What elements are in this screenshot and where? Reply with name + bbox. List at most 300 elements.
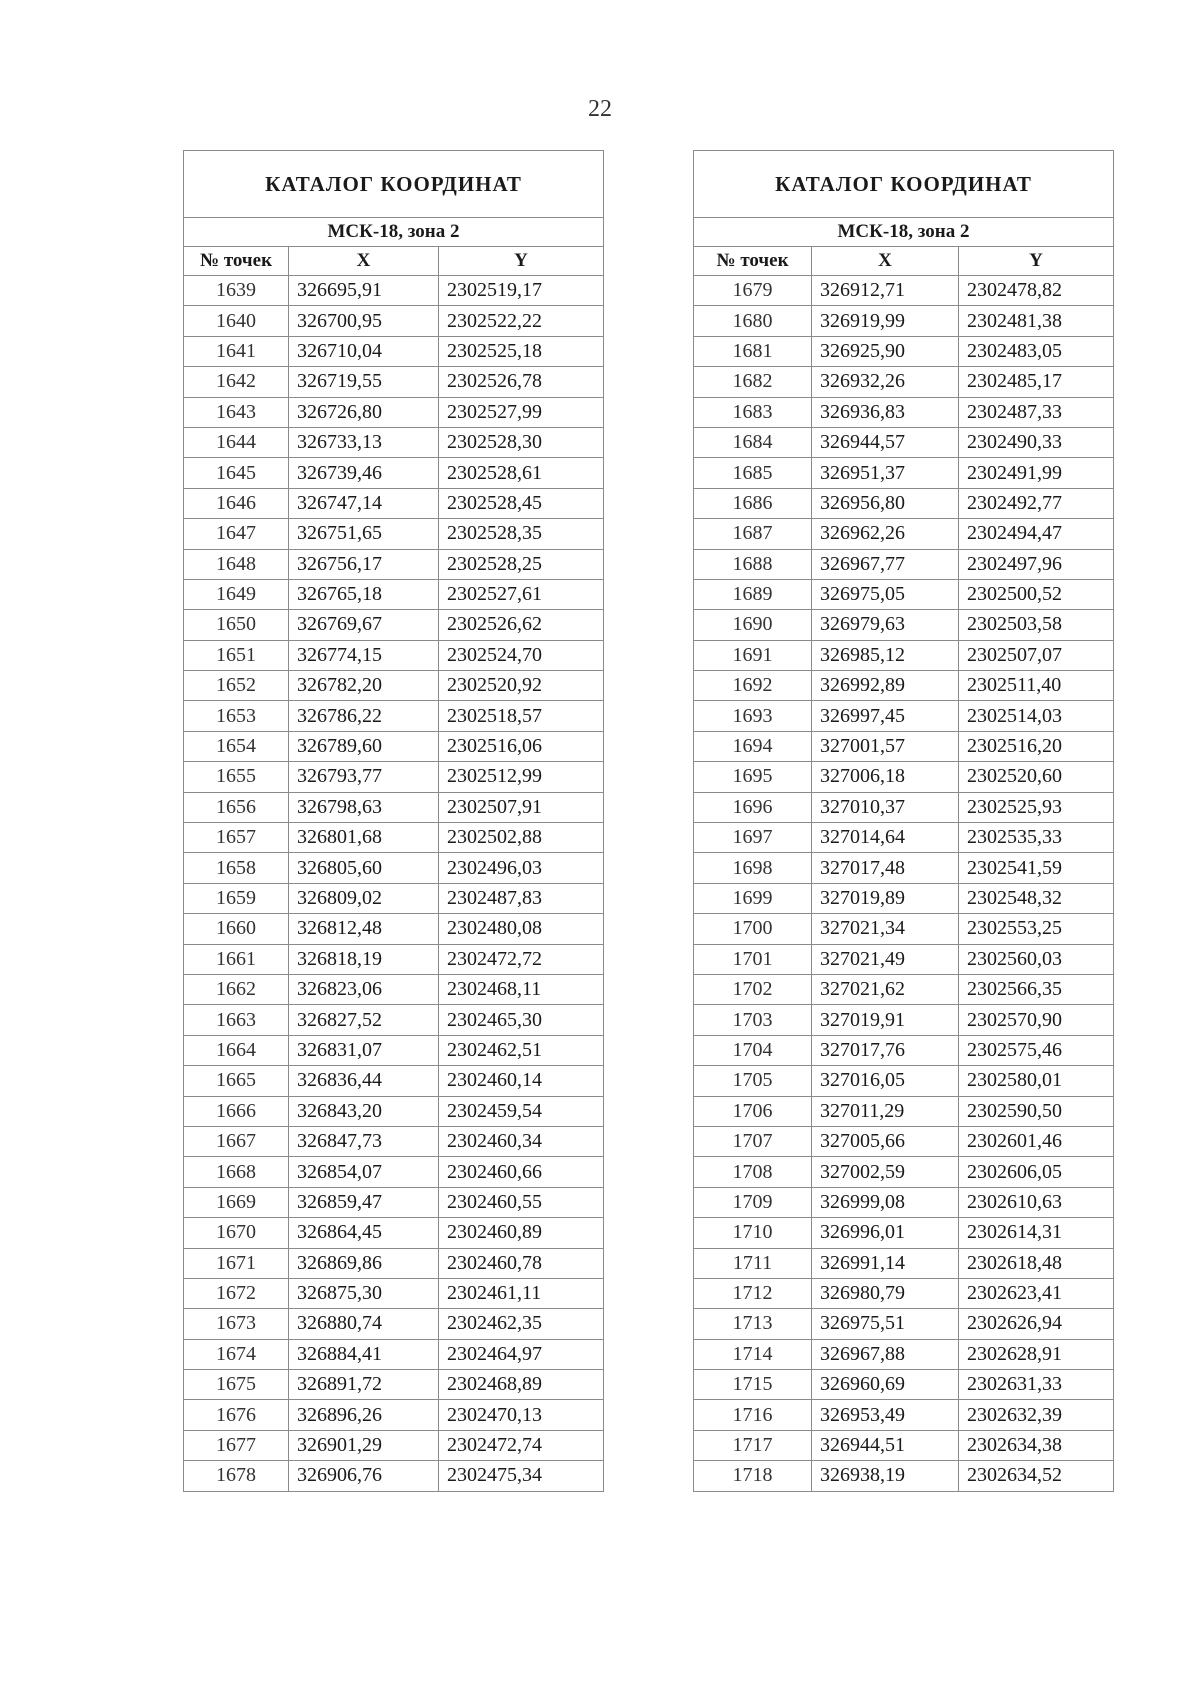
y-coordinate-cell: 2302460,78 xyxy=(439,1248,604,1278)
table-row xyxy=(184,883,604,913)
point-number-cell: 1643 xyxy=(184,397,289,427)
y-coordinate-cell: 2302528,30 xyxy=(439,427,604,457)
y-coordinate-cell: 2302566,35 xyxy=(959,974,1114,1004)
x-coordinate-cell: 326936,83 xyxy=(812,397,959,427)
table-row xyxy=(694,458,1114,488)
y-coordinate-cell: 2302526,78 xyxy=(439,367,604,397)
y-coordinate-cell: 2302525,18 xyxy=(439,336,604,366)
x-coordinate-cell: 326944,51 xyxy=(812,1430,959,1460)
table-row xyxy=(184,671,604,701)
y-coordinate-cell: 2302462,51 xyxy=(439,1035,604,1065)
y-coordinate-cell: 2302460,66 xyxy=(439,1157,604,1187)
x-coordinate-cell: 326884,41 xyxy=(289,1339,439,1369)
x-coordinate-cell: 326996,01 xyxy=(812,1218,959,1248)
x-coordinate-cell: 326836,44 xyxy=(289,1066,439,1096)
table-row xyxy=(184,1157,604,1187)
table-row xyxy=(184,1218,604,1248)
point-number-cell: 1672 xyxy=(184,1278,289,1308)
y-coordinate-cell: 2302475,34 xyxy=(439,1461,604,1491)
x-coordinate-cell: 326880,74 xyxy=(289,1309,439,1339)
y-coordinate-cell: 2302626,94 xyxy=(959,1309,1114,1339)
point-number-cell: 1680 xyxy=(694,306,812,336)
table-row xyxy=(184,1400,604,1430)
x-coordinate-cell: 326985,12 xyxy=(812,640,959,670)
y-coordinate-cell: 2302580,01 xyxy=(959,1066,1114,1096)
y-coordinate-cell: 2302460,89 xyxy=(439,1218,604,1248)
y-coordinate-cell: 2302623,41 xyxy=(959,1278,1114,1308)
y-coordinate-cell: 2302500,52 xyxy=(959,579,1114,609)
x-coordinate-cell: 326805,60 xyxy=(289,853,439,883)
x-coordinate-cell: 326831,07 xyxy=(289,1035,439,1065)
column-header-y: Y xyxy=(959,247,1114,276)
y-coordinate-cell: 2302514,03 xyxy=(959,701,1114,731)
y-coordinate-cell: 2302468,89 xyxy=(439,1370,604,1400)
point-number-cell: 1712 xyxy=(694,1278,812,1308)
point-number-cell: 1687 xyxy=(694,519,812,549)
table-row xyxy=(184,1066,604,1096)
x-coordinate-cell: 326951,37 xyxy=(812,458,959,488)
table-row xyxy=(694,1248,1114,1278)
y-coordinate-cell: 2302487,83 xyxy=(439,883,604,913)
y-coordinate-cell: 2302524,70 xyxy=(439,640,604,670)
x-coordinate-cell: 326944,57 xyxy=(812,427,959,457)
point-number-cell: 1644 xyxy=(184,427,289,457)
x-coordinate-cell: 326869,86 xyxy=(289,1248,439,1278)
point-number-cell: 1702 xyxy=(694,974,812,1004)
table-row xyxy=(184,1370,604,1400)
y-coordinate-cell: 2302628,91 xyxy=(959,1339,1114,1369)
x-coordinate-cell: 326700,95 xyxy=(289,306,439,336)
y-coordinate-cell: 2302525,93 xyxy=(959,792,1114,822)
table-body xyxy=(184,276,604,1492)
x-coordinate-cell: 326901,29 xyxy=(289,1430,439,1460)
point-number-cell: 1693 xyxy=(694,701,812,731)
x-coordinate-cell: 326967,77 xyxy=(812,549,959,579)
table-row xyxy=(184,701,604,731)
point-number-cell: 1684 xyxy=(694,427,812,457)
point-number-cell: 1692 xyxy=(694,671,812,701)
point-number-cell: 1709 xyxy=(694,1187,812,1217)
point-number-cell: 1701 xyxy=(694,944,812,974)
y-coordinate-cell: 2302502,88 xyxy=(439,823,604,853)
x-coordinate-cell: 326786,22 xyxy=(289,701,439,731)
point-number-cell: 1716 xyxy=(694,1400,812,1430)
point-number-cell: 1639 xyxy=(184,276,289,306)
x-coordinate-cell: 326793,77 xyxy=(289,762,439,792)
table-row xyxy=(184,762,604,792)
y-coordinate-cell: 2302610,63 xyxy=(959,1187,1114,1217)
y-coordinate-cell: 2302507,91 xyxy=(439,792,604,822)
table-row xyxy=(184,974,604,1004)
table-row xyxy=(694,276,1114,306)
y-coordinate-cell: 2302491,99 xyxy=(959,458,1114,488)
table-row xyxy=(694,367,1114,397)
y-coordinate-cell: 2302464,97 xyxy=(439,1339,604,1369)
table-row xyxy=(184,610,604,640)
x-coordinate-cell: 326774,15 xyxy=(289,640,439,670)
point-number-cell: 1642 xyxy=(184,367,289,397)
y-coordinate-cell: 2302459,54 xyxy=(439,1096,604,1126)
y-coordinate-cell: 2302478,82 xyxy=(959,276,1114,306)
point-number-cell: 1710 xyxy=(694,1218,812,1248)
point-number-cell: 1686 xyxy=(694,488,812,518)
point-number-cell: 1651 xyxy=(184,640,289,670)
table-row xyxy=(184,1430,604,1460)
x-coordinate-cell: 326756,17 xyxy=(289,549,439,579)
point-number-cell: 1664 xyxy=(184,1035,289,1065)
x-coordinate-cell: 326789,60 xyxy=(289,731,439,761)
x-coordinate-cell: 326975,51 xyxy=(812,1309,959,1339)
point-number-cell: 1677 xyxy=(184,1430,289,1460)
x-coordinate-cell: 326960,69 xyxy=(812,1370,959,1400)
point-number-cell: 1681 xyxy=(694,336,812,366)
point-number-cell: 1666 xyxy=(184,1096,289,1126)
point-number-cell: 1645 xyxy=(184,458,289,488)
table-row xyxy=(694,306,1114,336)
y-coordinate-cell: 2302507,07 xyxy=(959,640,1114,670)
point-number-cell: 1697 xyxy=(694,823,812,853)
x-coordinate-cell: 326906,76 xyxy=(289,1461,439,1491)
x-coordinate-cell: 327021,49 xyxy=(812,944,959,974)
table-row xyxy=(184,1126,604,1156)
y-coordinate-cell: 2302485,17 xyxy=(959,367,1114,397)
table-row xyxy=(184,519,604,549)
table-row xyxy=(184,1005,604,1035)
table-row xyxy=(694,883,1114,913)
point-number-cell: 1678 xyxy=(184,1461,289,1491)
table-row xyxy=(184,1461,604,1491)
x-coordinate-cell: 326891,72 xyxy=(289,1370,439,1400)
x-coordinate-cell: 327002,59 xyxy=(812,1157,959,1187)
point-number-cell: 1668 xyxy=(184,1157,289,1187)
table-row xyxy=(184,397,604,427)
x-coordinate-cell: 326801,68 xyxy=(289,823,439,853)
point-number-cell: 1656 xyxy=(184,792,289,822)
x-coordinate-cell: 326859,47 xyxy=(289,1187,439,1217)
y-coordinate-cell: 2302490,33 xyxy=(959,427,1114,457)
column-header-y: Y xyxy=(439,247,604,276)
y-coordinate-cell: 2302487,33 xyxy=(959,397,1114,427)
table-row xyxy=(694,549,1114,579)
point-number-cell: 1694 xyxy=(694,731,812,761)
y-coordinate-cell: 2302601,46 xyxy=(959,1126,1114,1156)
table-row xyxy=(694,1126,1114,1156)
coordinate-catalog-table xyxy=(693,150,1114,1492)
table-row xyxy=(694,974,1114,1004)
y-coordinate-cell: 2302606,05 xyxy=(959,1157,1114,1187)
x-coordinate-cell: 326864,45 xyxy=(289,1218,439,1248)
table-row xyxy=(694,1066,1114,1096)
x-coordinate-cell: 326719,55 xyxy=(289,367,439,397)
point-number-cell: 1708 xyxy=(694,1157,812,1187)
table-row xyxy=(694,944,1114,974)
y-coordinate-cell: 2302465,30 xyxy=(439,1005,604,1035)
point-number-cell: 1641 xyxy=(184,336,289,366)
table-row xyxy=(184,306,604,336)
x-coordinate-cell: 326980,79 xyxy=(812,1278,959,1308)
x-coordinate-cell: 326818,19 xyxy=(289,944,439,974)
point-number-cell: 1689 xyxy=(694,579,812,609)
x-coordinate-cell: 326769,67 xyxy=(289,610,439,640)
point-number-cell: 1652 xyxy=(184,671,289,701)
x-coordinate-cell: 326925,90 xyxy=(812,336,959,366)
y-coordinate-cell: 2302520,92 xyxy=(439,671,604,701)
table-row xyxy=(694,1400,1114,1430)
point-number-cell: 1705 xyxy=(694,1066,812,1096)
point-number-cell: 1675 xyxy=(184,1370,289,1400)
point-number-cell: 1659 xyxy=(184,883,289,913)
y-coordinate-cell: 2302512,99 xyxy=(439,762,604,792)
column-header-point: № точек xyxy=(694,247,812,276)
y-coordinate-cell: 2302535,33 xyxy=(959,823,1114,853)
point-number-cell: 1691 xyxy=(694,640,812,670)
point-number-cell: 1648 xyxy=(184,549,289,579)
y-coordinate-cell: 2302541,59 xyxy=(959,853,1114,883)
y-coordinate-cell: 2302528,45 xyxy=(439,488,604,518)
column-header-x: X xyxy=(812,247,959,276)
table-row xyxy=(694,1278,1114,1308)
point-number-cell: 1698 xyxy=(694,853,812,883)
x-coordinate-cell: 327011,29 xyxy=(812,1096,959,1126)
x-coordinate-cell: 326812,48 xyxy=(289,914,439,944)
table-row xyxy=(694,1035,1114,1065)
point-number-cell: 1696 xyxy=(694,792,812,822)
point-number-cell: 1654 xyxy=(184,731,289,761)
y-coordinate-cell: 2302528,25 xyxy=(439,549,604,579)
x-coordinate-cell: 326956,80 xyxy=(812,488,959,518)
point-number-cell: 1699 xyxy=(694,883,812,913)
x-coordinate-cell: 327017,48 xyxy=(812,853,959,883)
table-title: КАТАЛОГ КООРДИНАТ xyxy=(694,151,1114,218)
y-coordinate-cell: 2302519,17 xyxy=(439,276,604,306)
x-coordinate-cell: 326875,30 xyxy=(289,1278,439,1308)
x-coordinate-cell: 326991,14 xyxy=(812,1248,959,1278)
table-row xyxy=(184,488,604,518)
table-row xyxy=(694,1096,1114,1126)
table-row xyxy=(694,610,1114,640)
x-coordinate-cell: 326798,63 xyxy=(289,792,439,822)
coordinate-catalog-table xyxy=(183,150,604,1492)
x-coordinate-cell: 326827,52 xyxy=(289,1005,439,1035)
y-coordinate-cell: 2302553,25 xyxy=(959,914,1114,944)
table-row xyxy=(184,731,604,761)
point-number-cell: 1704 xyxy=(694,1035,812,1065)
x-coordinate-cell: 327010,37 xyxy=(812,792,959,822)
table-row xyxy=(694,1218,1114,1248)
y-coordinate-cell: 2302570,90 xyxy=(959,1005,1114,1035)
table-row xyxy=(694,701,1114,731)
y-coordinate-cell: 2302560,03 xyxy=(959,944,1114,974)
y-coordinate-cell: 2302518,57 xyxy=(439,701,604,731)
x-coordinate-cell: 326938,19 xyxy=(812,1461,959,1491)
x-coordinate-cell: 326751,65 xyxy=(289,519,439,549)
point-number-cell: 1685 xyxy=(694,458,812,488)
table-row xyxy=(694,853,1114,883)
point-number-cell: 1669 xyxy=(184,1187,289,1217)
table-subtitle: МСК-18, зона 2 xyxy=(694,218,1114,247)
y-coordinate-cell: 2302483,05 xyxy=(959,336,1114,366)
table-row xyxy=(184,1278,604,1308)
table-row xyxy=(184,1187,604,1217)
x-coordinate-cell: 326979,63 xyxy=(812,610,959,640)
point-number-cell: 1647 xyxy=(184,519,289,549)
y-coordinate-cell: 2302634,52 xyxy=(959,1461,1114,1491)
table-subtitle: МСК-18, зона 2 xyxy=(184,218,604,247)
y-coordinate-cell: 2302631,33 xyxy=(959,1370,1114,1400)
x-coordinate-cell: 327001,57 xyxy=(812,731,959,761)
point-number-cell: 1661 xyxy=(184,944,289,974)
table-row xyxy=(184,1309,604,1339)
point-number-cell: 1695 xyxy=(694,762,812,792)
point-number-cell: 1703 xyxy=(694,1005,812,1035)
x-coordinate-cell: 327019,89 xyxy=(812,883,959,913)
page-number: 22 xyxy=(588,96,612,122)
x-coordinate-cell: 326782,20 xyxy=(289,671,439,701)
point-number-cell: 1717 xyxy=(694,1430,812,1460)
table-row xyxy=(184,1339,604,1369)
y-coordinate-cell: 2302497,96 xyxy=(959,549,1114,579)
x-coordinate-cell: 326999,08 xyxy=(812,1187,959,1217)
table-row xyxy=(694,792,1114,822)
table-row xyxy=(184,640,604,670)
x-coordinate-cell: 326739,46 xyxy=(289,458,439,488)
point-number-cell: 1682 xyxy=(694,367,812,397)
table-row xyxy=(694,397,1114,427)
point-number-cell: 1662 xyxy=(184,974,289,1004)
point-number-cell: 1688 xyxy=(694,549,812,579)
y-coordinate-cell: 2302503,58 xyxy=(959,610,1114,640)
x-coordinate-cell: 326733,13 xyxy=(289,427,439,457)
table-row xyxy=(694,762,1114,792)
table-row xyxy=(694,579,1114,609)
point-number-cell: 1660 xyxy=(184,914,289,944)
y-coordinate-cell: 2302526,62 xyxy=(439,610,604,640)
table-row xyxy=(694,1339,1114,1369)
y-coordinate-cell: 2302460,55 xyxy=(439,1187,604,1217)
x-coordinate-cell: 326992,89 xyxy=(812,671,959,701)
x-coordinate-cell: 326747,14 xyxy=(289,488,439,518)
table-row xyxy=(184,1035,604,1065)
y-coordinate-cell: 2302618,48 xyxy=(959,1248,1114,1278)
table-row xyxy=(694,731,1114,761)
point-number-cell: 1663 xyxy=(184,1005,289,1035)
point-number-cell: 1676 xyxy=(184,1400,289,1430)
table-title: КАТАЛОГ КООРДИНАТ xyxy=(184,151,604,218)
table-row xyxy=(184,792,604,822)
y-coordinate-cell: 2302548,32 xyxy=(959,883,1114,913)
table-row xyxy=(694,1005,1114,1035)
table-row xyxy=(184,367,604,397)
x-coordinate-cell: 326843,20 xyxy=(289,1096,439,1126)
y-coordinate-cell: 2302614,31 xyxy=(959,1218,1114,1248)
table-row xyxy=(184,427,604,457)
y-coordinate-cell: 2302472,74 xyxy=(439,1430,604,1460)
y-coordinate-cell: 2302460,14 xyxy=(439,1066,604,1096)
x-coordinate-cell: 326809,02 xyxy=(289,883,439,913)
x-coordinate-cell: 326765,18 xyxy=(289,579,439,609)
y-coordinate-cell: 2302634,38 xyxy=(959,1430,1114,1460)
y-coordinate-cell: 2302528,35 xyxy=(439,519,604,549)
x-coordinate-cell: 326847,73 xyxy=(289,1126,439,1156)
x-coordinate-cell: 326912,71 xyxy=(812,276,959,306)
table-row xyxy=(694,1187,1114,1217)
point-number-cell: 1711 xyxy=(694,1248,812,1278)
y-coordinate-cell: 2302520,60 xyxy=(959,762,1114,792)
y-coordinate-cell: 2302527,99 xyxy=(439,397,604,427)
table-row xyxy=(184,336,604,366)
x-coordinate-cell: 326854,07 xyxy=(289,1157,439,1187)
point-number-cell: 1690 xyxy=(694,610,812,640)
x-coordinate-cell: 326695,91 xyxy=(289,276,439,306)
y-coordinate-cell: 2302480,08 xyxy=(439,914,604,944)
point-number-cell: 1700 xyxy=(694,914,812,944)
point-number-cell: 1653 xyxy=(184,701,289,731)
y-coordinate-cell: 2302527,61 xyxy=(439,579,604,609)
y-coordinate-cell: 2302511,40 xyxy=(959,671,1114,701)
x-coordinate-cell: 327021,62 xyxy=(812,974,959,1004)
table-row xyxy=(694,671,1114,701)
y-coordinate-cell: 2302590,50 xyxy=(959,1096,1114,1126)
point-number-cell: 1646 xyxy=(184,488,289,518)
point-number-cell: 1707 xyxy=(694,1126,812,1156)
point-number-cell: 1670 xyxy=(184,1218,289,1248)
table-row xyxy=(184,944,604,974)
table-row xyxy=(694,488,1114,518)
x-coordinate-cell: 327021,34 xyxy=(812,914,959,944)
y-coordinate-cell: 2302516,06 xyxy=(439,731,604,761)
y-coordinate-cell: 2302494,47 xyxy=(959,519,1114,549)
y-coordinate-cell: 2302472,72 xyxy=(439,944,604,974)
table-row xyxy=(694,1430,1114,1460)
y-coordinate-cell: 2302528,61 xyxy=(439,458,604,488)
y-coordinate-cell: 2302461,11 xyxy=(439,1278,604,1308)
point-number-cell: 1655 xyxy=(184,762,289,792)
table-row xyxy=(694,1309,1114,1339)
x-coordinate-cell: 327019,91 xyxy=(812,1005,959,1035)
table-row xyxy=(184,1248,604,1278)
point-number-cell: 1718 xyxy=(694,1461,812,1491)
y-coordinate-cell: 2302462,35 xyxy=(439,1309,604,1339)
y-coordinate-cell: 2302460,34 xyxy=(439,1126,604,1156)
column-header-x: X xyxy=(289,247,439,276)
table-row xyxy=(184,914,604,944)
column-header-point: № точек xyxy=(184,247,289,276)
table-row xyxy=(184,458,604,488)
x-coordinate-cell: 326932,26 xyxy=(812,367,959,397)
point-number-cell: 1658 xyxy=(184,853,289,883)
y-coordinate-cell: 2302468,11 xyxy=(439,974,604,1004)
x-coordinate-cell: 326919,99 xyxy=(812,306,959,336)
x-coordinate-cell: 326953,49 xyxy=(812,1400,959,1430)
point-number-cell: 1679 xyxy=(694,276,812,306)
point-number-cell: 1649 xyxy=(184,579,289,609)
x-coordinate-cell: 326997,45 xyxy=(812,701,959,731)
table-row xyxy=(694,1461,1114,1491)
point-number-cell: 1713 xyxy=(694,1309,812,1339)
table-row xyxy=(184,579,604,609)
table-row xyxy=(184,853,604,883)
table-row xyxy=(694,640,1114,670)
x-coordinate-cell: 327014,64 xyxy=(812,823,959,853)
x-coordinate-cell: 327005,66 xyxy=(812,1126,959,1156)
point-number-cell: 1640 xyxy=(184,306,289,336)
table-row xyxy=(694,823,1114,853)
x-coordinate-cell: 326726,80 xyxy=(289,397,439,427)
table-row xyxy=(694,1370,1114,1400)
table-row xyxy=(694,914,1114,944)
point-number-cell: 1706 xyxy=(694,1096,812,1126)
x-coordinate-cell: 327006,18 xyxy=(812,762,959,792)
